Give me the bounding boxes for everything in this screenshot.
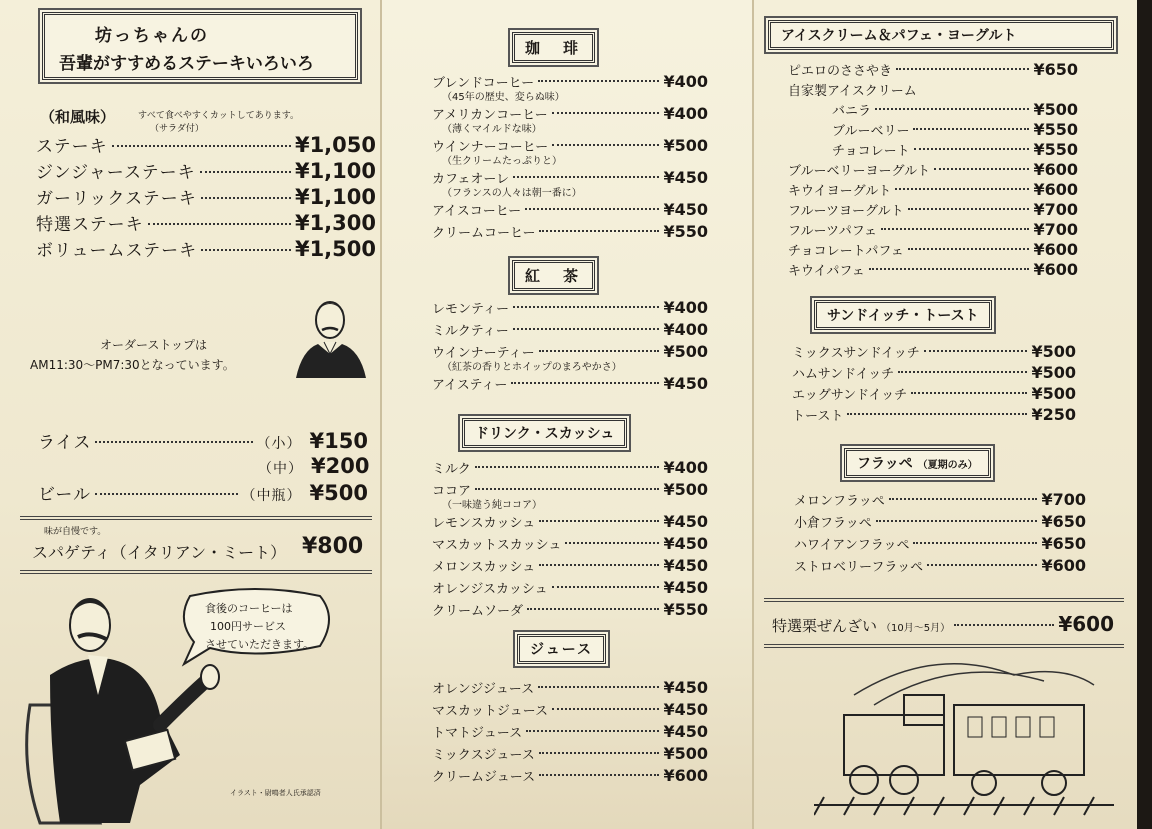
tea-row [432, 320, 708, 339]
juice-item-name: マスカットジュース [432, 704, 548, 719]
leader-dots [201, 249, 291, 251]
tea-item-price: ¥400 [663, 320, 708, 339]
zenzai-box [764, 598, 1124, 648]
right-panel [752, 0, 1139, 829]
frappe-row [794, 490, 1086, 509]
bubble-line2: 100円サービス [210, 620, 286, 633]
ice-row [788, 260, 1078, 279]
tea-item-note: （紅茶の香りとホイップのまろやかさ） [442, 362, 622, 373]
ice-item-price: ¥550 [1033, 140, 1078, 159]
coffee-item-price: ¥550 [663, 222, 708, 241]
ice-item-price: ¥700 [1033, 200, 1078, 219]
frappe-item-name: 小倉フラッペ [794, 516, 872, 531]
leader-dots [112, 145, 291, 147]
ice-item-price: ¥650 [1033, 60, 1078, 79]
leader-dots [539, 752, 660, 754]
coffee-item-name: アメリカンコーヒー [432, 108, 548, 123]
juice-item-price: ¥450 [663, 722, 708, 741]
steak-item-name: ステーキ [36, 137, 108, 157]
leader-dots [875, 108, 1029, 110]
pasta-price: ¥800 [302, 534, 364, 559]
leader-dots [552, 112, 660, 114]
steak-row [36, 210, 376, 235]
ice-item-name: チョコレートパフェ [788, 244, 904, 259]
drink-item-note: （一味違う純ココア） [442, 500, 542, 511]
leader-dots [552, 586, 660, 588]
leader-dots [511, 382, 659, 384]
leader-dots [889, 498, 1038, 500]
ice-item-name: フルーツヨーグルト [788, 204, 904, 219]
coffee-item-name: ウインナーコーヒー [432, 140, 549, 155]
ice-item-price: ¥600 [1033, 180, 1078, 199]
sandwich-header: サンドイッチ・トースト [814, 300, 992, 330]
frappe-title: フラッペ [857, 456, 913, 472]
drink-row [432, 512, 708, 531]
sandwich-item-name: エッグサンドイッチ [792, 388, 908, 403]
leader-dots [552, 144, 659, 146]
drink-item-name: レモンスカッシュ [432, 516, 536, 531]
ice-item-price: ¥500 [1033, 100, 1078, 119]
drink-header: ドリンク・スカッシュ [462, 418, 627, 448]
salad-note: （サラダ付） [150, 124, 204, 134]
steak-item-price: ¥1,500 [294, 237, 376, 261]
steak-item-price: ¥1,050 [294, 133, 376, 157]
drink-item-name: オレンジスカッシュ [432, 582, 548, 597]
gentleman-portrait-icon [288, 290, 378, 380]
frappe-item-name: ストロベリーフラッペ [794, 560, 924, 575]
tea-header: 紅 茶 [512, 260, 595, 291]
sandwich-item-name: ハムサンドイッチ [792, 367, 895, 382]
drink-row [432, 578, 708, 597]
drink-item-price: ¥500 [663, 480, 708, 499]
sandwich-item-name: トースト [792, 409, 844, 424]
sandwich-item-price: ¥500 [1031, 342, 1076, 361]
coffee-row [432, 222, 708, 241]
leader-dots [525, 208, 659, 210]
drink-item-price: ¥450 [663, 512, 708, 531]
coffee-row [432, 200, 708, 219]
leader-dots [200, 171, 291, 173]
drink-row [432, 458, 708, 477]
ice-item-price: ¥600 [1033, 240, 1078, 259]
ice-item-name: バニラ [832, 104, 872, 119]
coffee-item-price: ¥400 [663, 72, 708, 91]
coffee-item-name: クリームコーヒー [432, 226, 536, 241]
coffee-item-name: カフェオーレ [432, 172, 510, 187]
tea-item-name: ミルクティー [432, 324, 509, 339]
ice-row [832, 100, 1078, 119]
ice-row [788, 200, 1078, 219]
tea-item-price: ¥400 [663, 298, 708, 317]
ice-row [788, 80, 1078, 99]
frappe-item-name: ハワイアンフラッペ [794, 538, 910, 553]
leader-dots [898, 371, 1027, 373]
sandwich-row [792, 384, 1076, 403]
coffee-item-price: ¥400 [663, 104, 708, 123]
ice-item-name: チョコレート [832, 144, 910, 159]
juice-item-name: トマトジュース [432, 726, 523, 741]
zenzai-row: 特選栗ぜんざい （10月～5月） ¥600 [772, 612, 1114, 636]
wafu-note: すべて食べやすくカットしてあります。 [138, 111, 300, 121]
drink-item-price: ¥450 [663, 534, 708, 553]
beer-row: ビール （中瓶） ¥500 [38, 481, 368, 505]
juice-item-price: ¥600 [663, 766, 708, 785]
frappe-row [794, 556, 1086, 575]
steak-row [36, 158, 376, 183]
leader-dots [513, 328, 660, 330]
ice-item-name: 自家製アイスクリーム [788, 84, 917, 99]
ice-item-name: フルーツパフェ [788, 224, 878, 239]
ice-item-name: ピエロのささやき [788, 64, 893, 79]
drink-item-name: ミルク [432, 462, 471, 477]
leader-dots [913, 542, 1037, 544]
ice-item-price: ¥700 [1033, 220, 1078, 239]
left-panel [0, 0, 380, 829]
ice-row [788, 240, 1078, 259]
ice-item-name: キウイヨーグルト [788, 184, 892, 199]
ice-item-name: ブルーベリー [832, 124, 910, 139]
ice-row [788, 220, 1078, 239]
leader-dots [908, 208, 1030, 210]
steak-title-box [42, 12, 358, 80]
drink-row [432, 600, 708, 619]
pasta-name: スパゲティ（イタリアン・ミート） [32, 543, 287, 562]
leader-dots [539, 350, 660, 352]
leader-dots [914, 148, 1030, 150]
sandwich-item-name: ミックスサンドイッチ [792, 346, 920, 361]
ice-row [788, 60, 1078, 79]
rice-row-small: ライス （小） ¥150 [38, 429, 368, 453]
tea-row [432, 298, 708, 317]
juice-header: ジュース [517, 634, 606, 664]
seated-gentleman-illustration-icon [10, 585, 240, 825]
juice-row [432, 766, 708, 785]
coffee-item-price: ¥500 [663, 136, 708, 155]
leader-dots [475, 488, 659, 490]
frappe-item-price: ¥700 [1041, 490, 1086, 509]
drink-item-price: ¥400 [663, 458, 708, 477]
frappe-header [844, 448, 991, 478]
drink-item-name: クリームソーダ [432, 604, 524, 619]
leader-dots [539, 230, 659, 232]
coffee-item-note: （45年の歴史、変らぬ味） [442, 92, 565, 103]
leader-dots [539, 564, 659, 566]
drink-row [432, 556, 708, 575]
ice-row [832, 120, 1078, 139]
illustration-credit: イラスト・尉鳴者人氏承認済 [230, 789, 321, 797]
leader-dots [527, 608, 659, 610]
steak-row [36, 132, 376, 157]
drink-row [432, 534, 708, 553]
steam-train-illustration-icon [814, 655, 1134, 825]
frappe-item-price: ¥600 [1041, 556, 1086, 575]
leader-dots [565, 542, 659, 544]
leader-dots [201, 197, 291, 199]
frappe-row [794, 534, 1086, 553]
leader-dots [475, 466, 660, 468]
coffee-item-note: （フランスの人々は朝一番に） [442, 188, 582, 199]
middle-panel [380, 0, 752, 829]
juice-row [432, 744, 708, 763]
frappe-note: （夏期のみ） [917, 460, 978, 471]
leader-dots [847, 413, 1027, 415]
title-line2: 吾輩がすすめるステーキいろいろ [59, 54, 314, 74]
sandwich-item-price: ¥500 [1031, 384, 1076, 403]
leader-dots [526, 730, 659, 732]
leader-dots [927, 564, 1037, 566]
leader-dots [934, 168, 1029, 170]
juice-row [432, 722, 708, 741]
frappe-item-price: ¥650 [1041, 512, 1086, 531]
tea-row [432, 374, 708, 393]
leader-dots [924, 350, 1028, 352]
drink-item-name: ココア [432, 484, 472, 499]
pasta-box [20, 516, 372, 574]
leader-dots [881, 228, 1029, 230]
juice-row [432, 678, 708, 697]
steak-row [36, 236, 376, 261]
ice-row [788, 180, 1078, 199]
leader-dots [869, 268, 1030, 270]
steak-item-price: ¥1,100 [294, 185, 376, 209]
frappe-item-name: メロンフラッペ [794, 494, 885, 509]
frappe-row [794, 512, 1086, 531]
order-stop-line1: オーダーストップは [100, 338, 208, 352]
ice-header: アイスクリーム＆パフェ・ヨーグルト [768, 20, 1114, 50]
leader-dots [896, 68, 1029, 70]
coffee-item-price: ¥450 [663, 200, 708, 219]
drink-item-price: ¥450 [663, 556, 708, 575]
order-stop-line2: AM11:30～PM7:30となっています。 [30, 358, 235, 372]
sandwich-row [792, 342, 1076, 361]
juice-item-name: オレンジジュース [432, 682, 535, 697]
juice-item-price: ¥450 [663, 700, 708, 719]
ice-row [788, 160, 1078, 179]
tea-item-price: ¥450 [663, 374, 708, 393]
sandwich-row [792, 405, 1076, 424]
tea-item-name: ウインナーティー [432, 346, 535, 361]
leader-dots [552, 708, 660, 710]
leader-dots [538, 686, 659, 688]
tea-item-name: レモンティー [432, 302, 509, 317]
coffee-header: 珈 琲 [512, 32, 595, 63]
drink-item-price: ¥450 [663, 578, 708, 597]
juice-item-price: ¥500 [663, 744, 708, 763]
steak-item-name: ジンジャーステーキ [36, 163, 196, 183]
leader-dots [513, 306, 660, 308]
ice-item-price: ¥550 [1033, 120, 1078, 139]
ice-item-price: ¥600 [1033, 160, 1078, 179]
leader-dots [908, 248, 1030, 250]
ice-item-name: キウイパフェ [788, 264, 865, 279]
ice-row [832, 140, 1078, 159]
tea-item-price: ¥500 [663, 342, 708, 361]
leader-dots [539, 520, 659, 522]
drink-item-name: マスカットスカッシュ [432, 538, 562, 553]
bubble-line3: させていただきます。 [205, 638, 315, 651]
coffee-item-name: アイスコーヒー [432, 204, 522, 219]
sandwich-item-price: ¥250 [1031, 405, 1076, 424]
leader-dots [913, 128, 1029, 130]
leader-dots [539, 774, 659, 776]
leader-dots [148, 223, 291, 225]
juice-row [432, 700, 708, 719]
frappe-item-price: ¥650 [1041, 534, 1086, 553]
coffee-item-price: ¥450 [663, 168, 708, 187]
title-line1: 坊っちゃんの [95, 26, 209, 46]
ice-item-price: ¥600 [1033, 260, 1078, 279]
juice-item-price: ¥450 [663, 678, 708, 697]
leader-dots [538, 80, 659, 82]
coffee-item-note: （生クリームたっぷりと） [442, 156, 562, 167]
drink-item-name: メロンスカッシュ [432, 560, 536, 575]
drink-item-price: ¥550 [663, 600, 708, 619]
sandwich-row [792, 363, 1076, 382]
juice-item-name: ミックスジュース [432, 748, 535, 763]
steak-item-price: ¥1,100 [294, 159, 376, 183]
steak-item-name: 特選ステーキ [36, 215, 144, 235]
leader-dots [895, 188, 1029, 190]
steak-item-price: ¥1,300 [294, 211, 376, 235]
coffee-item-note: （薄くマイルドな味） [442, 124, 542, 135]
steak-item-name: ボリュームステーキ [36, 241, 198, 261]
leader-dots [876, 520, 1038, 522]
steak-row [36, 184, 376, 209]
bubble-line1: 食後のコーヒーは [205, 602, 293, 615]
leader-dots [911, 392, 1027, 394]
pasta-note: 味が自慢です。 [44, 527, 107, 537]
rice-row-mid: （中） ¥200 [258, 454, 370, 478]
steak-item-name: ガーリックステーキ [36, 189, 197, 209]
juice-item-name: クリームジュース [432, 770, 536, 785]
photo-edge-shadow [1137, 0, 1152, 829]
tea-item-name: アイスティー [432, 378, 508, 393]
wafu-label: （和風味） [40, 108, 116, 126]
coffee-item-name: ブレンドコーヒー [432, 76, 535, 91]
leader-dots [513, 176, 659, 178]
sandwich-item-price: ¥500 [1031, 363, 1076, 382]
ice-item-name: ブルーベリーヨーグルト [788, 164, 931, 179]
